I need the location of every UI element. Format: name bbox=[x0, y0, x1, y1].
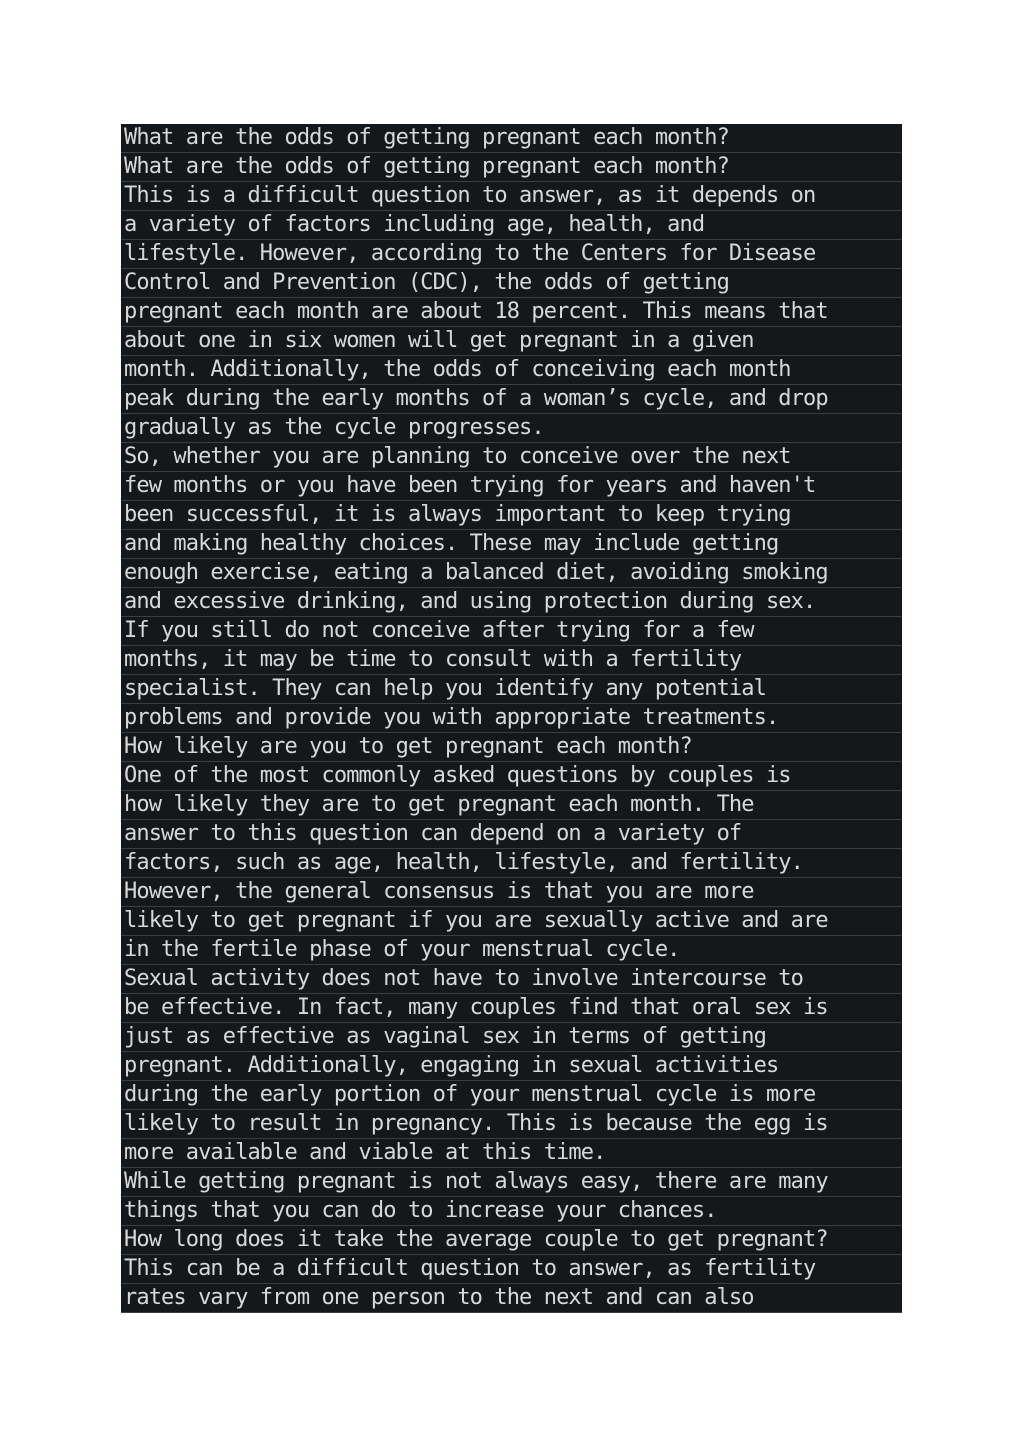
text-line: months, it may be time to consult with a fertility bbox=[121, 646, 902, 675]
text-line: Sexual activity does not have to involve intercourse to bbox=[121, 965, 902, 994]
text-line: and excessive drinking, and using protection during sex. bbox=[121, 588, 902, 617]
text-line: likely to get pregnant if you are sexually active and are bbox=[121, 907, 902, 936]
text-line: Control and Prevention (CDC), the odds of getting bbox=[121, 269, 902, 298]
text-line: problems and provide you with appropriate treatments. bbox=[121, 704, 902, 733]
text-line: How likely are you to get pregnant each month? bbox=[121, 733, 902, 762]
text-line: rates vary from one person to the next and can also bbox=[121, 1284, 902, 1313]
text-line: peak during the early months of a woman’s cycle, and drop bbox=[121, 385, 902, 414]
text-line: answer to this question can depend on a variety of bbox=[121, 820, 902, 849]
text-line: just as effective as vaginal sex in terms of getting bbox=[121, 1023, 902, 1052]
text-line: One of the most commonly asked questions by couples is bbox=[121, 762, 902, 791]
text-line: more available and viable at this time. bbox=[121, 1139, 902, 1168]
text-line: This can be a difficult question to answer, as fertility bbox=[121, 1255, 902, 1284]
text-line: be effective. In fact, many couples find that oral sex is bbox=[121, 994, 902, 1023]
text-line: about one in six women will get pregnant in a given bbox=[121, 327, 902, 356]
text-line: a variety of factors including age, health, and bbox=[121, 211, 902, 240]
text-line: enough exercise, eating a balanced diet, avoiding smoking bbox=[121, 559, 902, 588]
text-line: how likely they are to get pregnant each month. The bbox=[121, 791, 902, 820]
text-line: lifestyle. However, according to the Centers for Disease bbox=[121, 240, 902, 269]
text-line: pregnant each month are about 18 percent. This means that bbox=[121, 298, 902, 327]
text-line: How long does it take the average couple to get pregnant? bbox=[121, 1226, 902, 1255]
text-line: While getting pregnant is not always easy, there are many bbox=[121, 1168, 902, 1197]
text-line: few months or you have been trying for years and haven't bbox=[121, 472, 902, 501]
text-line: things that you can do to increase your chances. bbox=[121, 1197, 902, 1226]
text-line: However, the general consensus is that you are more bbox=[121, 878, 902, 907]
document-text-block bbox=[121, 124, 902, 1313]
text-line: So, whether you are planning to conceive over the next bbox=[121, 443, 902, 472]
text-line: factors, such as age, health, lifestyle, and fertility. bbox=[121, 849, 902, 878]
text-line: during the early portion of your menstrual cycle is more bbox=[121, 1081, 902, 1110]
text-line: What are the odds of getting pregnant each month? bbox=[121, 153, 902, 182]
text-line: pregnant. Additionally, engaging in sexual activities bbox=[121, 1052, 902, 1081]
text-line: month. Additionally, the odds of conceiving each month bbox=[121, 356, 902, 385]
text-line: What are the odds of getting pregnant each month? bbox=[121, 124, 902, 153]
text-line: If you still do not conceive after trying for a few bbox=[121, 617, 902, 646]
text-line: likely to result in pregnancy. This is because the egg is bbox=[121, 1110, 902, 1139]
text-line: been successful, it is always important to keep trying bbox=[121, 501, 902, 530]
text-line: This is a difficult question to answer, as it depends on bbox=[121, 182, 902, 211]
text-line: specialist. They can help you identify any potential bbox=[121, 675, 902, 704]
text-line: and making healthy choices. These may include getting bbox=[121, 530, 902, 559]
text-line: in the fertile phase of your menstrual cycle. bbox=[121, 936, 902, 965]
text-line: gradually as the cycle progresses. bbox=[121, 414, 902, 443]
